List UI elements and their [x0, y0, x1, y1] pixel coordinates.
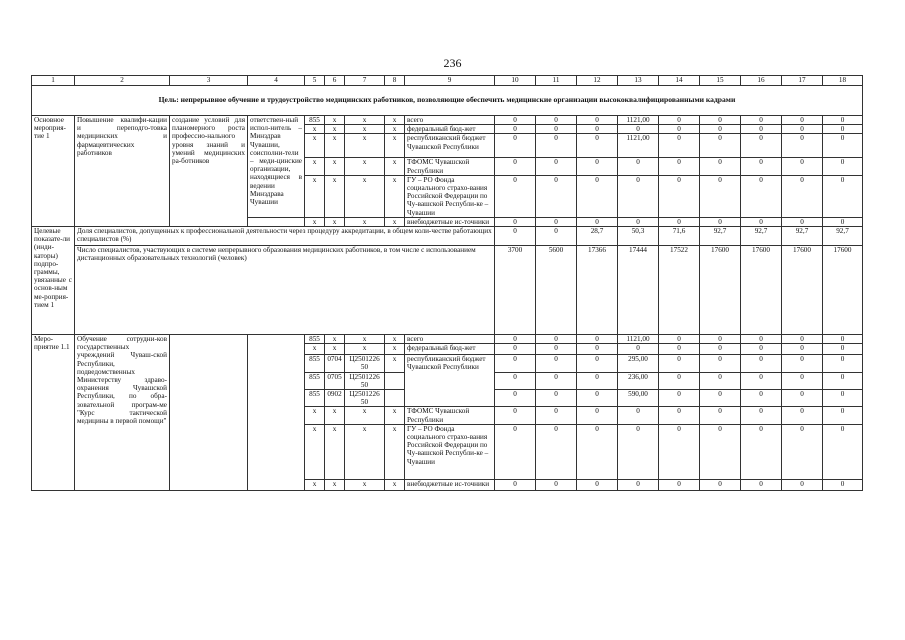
funding-source: ГУ – РО Фонда социального страхо-вания Российской Федерации по Чу-вашской Республи-ке – Чувашии	[405, 424, 495, 479]
year-value: 0	[659, 390, 700, 407]
year-value: 0	[823, 125, 863, 134]
table-body	[32, 76, 863, 491]
year-value: 0	[741, 134, 782, 158]
expense-type-cell: x	[385, 158, 405, 175]
year-value: 0	[495, 158, 536, 175]
target-article-cell: Ц2501226 50	[345, 372, 385, 389]
column-number: 5	[305, 76, 325, 86]
indicator-value: 17444	[618, 246, 659, 335]
column-number: 6	[325, 76, 345, 86]
year-value: 295,00	[618, 355, 659, 372]
empty-cell	[170, 335, 248, 491]
year-value: 0	[659, 479, 700, 490]
grbs-cell: 855	[305, 390, 325, 407]
year-value: 0	[536, 175, 577, 217]
year-value: 0	[536, 158, 577, 175]
empty-cell	[248, 217, 305, 226]
year-value: 0	[577, 125, 618, 134]
year-value: 0	[577, 372, 618, 389]
grbs-cell: x	[305, 344, 325, 355]
funding-source: внебюджетные ис-точники	[405, 217, 495, 226]
year-value: 0	[618, 217, 659, 226]
indicator-value: 92,7	[823, 227, 863, 246]
column-number: 9	[405, 76, 495, 86]
expense-type-cell: x	[385, 344, 405, 355]
section-cell: 0704	[325, 355, 345, 372]
year-value: 0	[741, 158, 782, 175]
indicator-value: 28,7	[577, 227, 618, 246]
year-value: 0	[823, 134, 863, 158]
expense-type-cell: x	[385, 134, 405, 158]
section-cell: x	[325, 344, 345, 355]
year-value: 0	[618, 424, 659, 479]
funding-source: федеральный бюд-жет	[405, 344, 495, 355]
grbs-cell: x	[305, 175, 325, 217]
indicator-value: 3700	[495, 246, 536, 335]
target-article-cell: x	[345, 125, 385, 134]
year-value: 0	[741, 479, 782, 490]
target-article-cell: x	[345, 424, 385, 479]
year-value: 0	[700, 407, 741, 424]
indicators-title: Целевые показате-ли (инди-каторы) подпро-граммы, увязанные с основ-ным ме-роприя-тием 1	[32, 227, 75, 335]
grbs-cell: x	[305, 134, 325, 158]
funding-source: внебюджетные ис-точники	[405, 479, 495, 490]
year-value: 0	[618, 407, 659, 424]
year-value: 0	[495, 125, 536, 134]
expense-type-cell: x	[385, 407, 405, 424]
funding-source: всего	[405, 335, 495, 344]
expense-type-cell: x	[385, 175, 405, 217]
year-value: 0	[577, 355, 618, 372]
year-value: 0	[536, 479, 577, 490]
year-value: 0	[741, 116, 782, 125]
year-value: 0	[659, 407, 700, 424]
column-number: 4	[248, 76, 305, 86]
year-value: 0	[741, 424, 782, 479]
year-value: 0	[700, 355, 741, 372]
indicator-value: 5600	[536, 246, 577, 335]
year-value: 0	[577, 134, 618, 158]
year-value: 0	[659, 372, 700, 389]
year-value: 0	[700, 372, 741, 389]
indicator-value: 0	[536, 227, 577, 246]
section-cell: x	[325, 424, 345, 479]
year-value: 0	[700, 116, 741, 125]
year-value: 0	[741, 355, 782, 372]
year-value: 0	[823, 116, 863, 125]
expense-type-cell	[385, 390, 405, 407]
year-value: 0	[823, 407, 863, 424]
year-value: 0	[700, 158, 741, 175]
target-article-cell: x	[345, 158, 385, 175]
expense-type-cell: x	[385, 335, 405, 344]
year-value: 0	[700, 424, 741, 479]
year-value: 0	[741, 217, 782, 226]
year-value: 0	[536, 217, 577, 226]
year-value: 0	[741, 390, 782, 407]
year-value: 0	[495, 372, 536, 389]
expense-type-cell: x	[385, 424, 405, 479]
event-title: Меро-приятие 1.1	[32, 335, 75, 491]
funding-source: федеральный бюд-жет	[405, 125, 495, 134]
section-cell: x	[325, 125, 345, 134]
event-responsible: ответствен-ный испол-нитель – Минздрав Чувашии, соисполни-тели – меди-цинские организации, находящиеся в ведении Минздрава Чувашии	[248, 116, 305, 218]
year-value: 0	[618, 344, 659, 355]
target-article-cell: Ц2501226 50	[345, 390, 385, 407]
year-value: 0	[700, 344, 741, 355]
year-value: 0	[700, 175, 741, 217]
year-value: 0	[823, 355, 863, 372]
year-value: 0	[700, 134, 741, 158]
indicator-text: Доля специалистов, допущенных к профессиональной деятельности через процедуру аккредитации, в общем коли-честве работающих специалистов (%)	[75, 227, 495, 246]
indicator-value: 92,7	[741, 227, 782, 246]
year-value: 0	[700, 390, 741, 407]
expense-type-cell: x	[385, 479, 405, 490]
event-name: Обучение сотрудни-ков государственных учреждений Чуваш-ской Республики, подведомственных Министерству здраво-охранения Чувашской Республики, по обра-зовательной програм-ме "Курс тактической медицины в первой помощи"	[75, 335, 170, 491]
year-value: 0	[659, 134, 700, 158]
year-value: 0	[495, 175, 536, 217]
year-value: 0	[495, 424, 536, 479]
indicator-text: Число специалистов, участвующих в системе непрерывного образования медицинских работников, в том числе с использованием дистанционных образовательных технологий (человек)	[75, 246, 495, 335]
year-value: 0	[577, 116, 618, 125]
year-value: 0	[782, 355, 823, 372]
year-value: 0	[782, 125, 823, 134]
indicator-value: 17366	[577, 246, 618, 335]
year-value: 0	[536, 125, 577, 134]
indicator-value: 0	[495, 227, 536, 246]
year-value: 0	[659, 158, 700, 175]
indicator-value: 17600	[823, 246, 863, 335]
target-article-cell: x	[345, 344, 385, 355]
year-value: 0	[782, 335, 823, 344]
year-value: 0	[700, 335, 741, 344]
year-value: 1121,00	[618, 335, 659, 344]
year-value: 236,00	[618, 372, 659, 389]
expense-type-cell: x	[385, 116, 405, 125]
column-number: 14	[659, 76, 700, 86]
year-value: 0	[618, 125, 659, 134]
year-value: 0	[577, 424, 618, 479]
page-number: 236	[443, 56, 462, 70]
year-value: 0	[823, 335, 863, 344]
expense-type-cell: x	[385, 125, 405, 134]
year-value: 0	[659, 116, 700, 125]
year-value: 1121,00	[618, 134, 659, 158]
section-cell: x	[325, 175, 345, 217]
year-value: 0	[659, 424, 700, 479]
year-value: 0	[782, 407, 823, 424]
year-value: 0	[536, 344, 577, 355]
indicator-value: 92,7	[700, 227, 741, 246]
year-value: 0	[618, 158, 659, 175]
event-title: Основное мероприя-тие 1	[32, 116, 75, 227]
section-cell: x	[325, 479, 345, 490]
year-value: 0	[782, 344, 823, 355]
empty-cell	[248, 335, 305, 491]
funding-source: ГУ – РО Фонда социального страхо-вания Российской Федерации по Чу-вашской Республи-ке – Чувашии	[405, 175, 495, 217]
year-value: 0	[823, 175, 863, 217]
expense-type-cell: x	[385, 355, 405, 372]
year-value: 0	[536, 424, 577, 479]
year-value: 0	[823, 372, 863, 389]
year-value: 0	[782, 217, 823, 226]
funding-source: ТФОМС Чувашской Республики	[405, 158, 495, 175]
funding-source: всего	[405, 116, 495, 125]
section-cell: x	[325, 158, 345, 175]
grbs-cell: 855	[305, 372, 325, 389]
year-value: 0	[659, 344, 700, 355]
year-value: 0	[741, 407, 782, 424]
indicator-value: 92,7	[782, 227, 823, 246]
year-value: 0	[782, 158, 823, 175]
expense-type-cell: x	[385, 217, 405, 226]
year-value: 0	[659, 217, 700, 226]
year-value: 0	[577, 175, 618, 217]
column-number: 3	[170, 76, 248, 86]
year-value: 1121,00	[618, 116, 659, 125]
year-value: 0	[700, 125, 741, 134]
year-value: 0	[536, 134, 577, 158]
year-value: 0	[741, 125, 782, 134]
grbs-cell: 855	[305, 116, 325, 125]
year-value: 0	[536, 407, 577, 424]
year-value: 0	[782, 175, 823, 217]
grbs-cell: x	[305, 125, 325, 134]
section-cell: x	[325, 407, 345, 424]
year-value: 0	[659, 175, 700, 217]
year-value: 0	[536, 372, 577, 389]
target-article-cell: x	[345, 407, 385, 424]
indicator-value: 71,6	[659, 227, 700, 246]
column-number: 2	[75, 76, 170, 86]
year-value: 0	[495, 134, 536, 158]
year-value: 0	[495, 344, 536, 355]
column-number: 13	[618, 76, 659, 86]
grbs-cell: 855	[305, 355, 325, 372]
indicator-value: 17522	[659, 246, 700, 335]
indicator-value: 50,3	[618, 227, 659, 246]
grbs-cell: x	[305, 158, 325, 175]
column-number: 16	[741, 76, 782, 86]
year-value: 0	[741, 335, 782, 344]
year-value: 0	[577, 390, 618, 407]
year-value: 0	[741, 175, 782, 217]
year-value: 0	[823, 217, 863, 226]
year-value: 0	[618, 479, 659, 490]
grbs-cell: 855	[305, 335, 325, 344]
year-value: 0	[495, 335, 536, 344]
indicator-value: 17600	[700, 246, 741, 335]
year-value: 0	[495, 217, 536, 226]
year-value: 0	[823, 344, 863, 355]
column-number: 10	[495, 76, 536, 86]
expense-type-cell	[385, 372, 405, 389]
target-article-cell: x	[345, 479, 385, 490]
year-value: 0	[823, 158, 863, 175]
target-article-cell: Ц2501226 50	[345, 355, 385, 372]
year-value: 0	[741, 344, 782, 355]
year-value: 0	[495, 407, 536, 424]
event-goal: создание условий для планомерного роста профессио-нального уровня знаний и умений медицинских ра-ботников	[170, 116, 248, 227]
year-value: 0	[823, 390, 863, 407]
year-value: 0	[618, 175, 659, 217]
year-value: 0	[495, 479, 536, 490]
year-value: 0	[659, 335, 700, 344]
year-value: 0	[823, 424, 863, 479]
year-value: 0	[700, 217, 741, 226]
year-value: 0	[782, 134, 823, 158]
target-article-cell: x	[345, 134, 385, 158]
year-value: 0	[536, 390, 577, 407]
column-number: 11	[536, 76, 577, 86]
section-cell: 0902	[325, 390, 345, 407]
year-value: 0	[577, 335, 618, 344]
goal-heading: Цель: непрерывное обучение и трудоустройство медицинских работников, позволяющие обеспечить медицинские организации высококвалифицированными кадрами	[32, 86, 863, 116]
year-value: 0	[536, 335, 577, 344]
year-value: 0	[659, 125, 700, 134]
funding-source: республиканский бюджет Чувашской Республики	[405, 134, 495, 158]
section-cell: x	[325, 335, 345, 344]
grbs-cell: x	[305, 407, 325, 424]
year-value: 0	[577, 158, 618, 175]
year-value: 0	[782, 479, 823, 490]
year-value: 0	[577, 217, 618, 226]
year-value: 0	[782, 116, 823, 125]
grbs-cell: x	[305, 217, 325, 226]
year-value: 0	[741, 372, 782, 389]
year-value: 0	[782, 390, 823, 407]
year-value: 0	[536, 116, 577, 125]
column-number: 1	[32, 76, 75, 86]
indicator-value: 17600	[741, 246, 782, 335]
year-value: 590,00	[618, 390, 659, 407]
column-number: 7	[345, 76, 385, 86]
grbs-cell: x	[305, 424, 325, 479]
funding-source: ТФОМС Чувашской Республики	[405, 407, 495, 424]
column-number: 12	[577, 76, 618, 86]
year-value: 0	[495, 355, 536, 372]
year-value: 0	[577, 344, 618, 355]
indicator-value: 17600	[782, 246, 823, 335]
event-name: Повышение квалифи-кации и переподго-товка медицинских и фармацевтических работников	[75, 116, 170, 227]
target-article-cell: x	[345, 335, 385, 344]
year-value: 0	[823, 479, 863, 490]
target-article-cell: x	[345, 175, 385, 217]
section-cell: 0705	[325, 372, 345, 389]
column-number: 15	[700, 76, 741, 86]
section-cell: x	[325, 217, 345, 226]
section-cell: x	[325, 134, 345, 158]
target-article-cell: x	[345, 116, 385, 125]
funding-source: республиканский бюджет Чувашской Республики	[405, 355, 495, 407]
year-value: 0	[782, 424, 823, 479]
column-number: 18	[823, 76, 863, 86]
section-cell: x	[325, 116, 345, 125]
budget-table	[31, 75, 863, 491]
column-number: 8	[385, 76, 405, 86]
year-value: 0	[536, 355, 577, 372]
year-value: 0	[577, 407, 618, 424]
year-value: 0	[495, 116, 536, 125]
year-value: 0	[577, 479, 618, 490]
grbs-cell: x	[305, 479, 325, 490]
year-value: 0	[700, 479, 741, 490]
year-value: 0	[659, 355, 700, 372]
year-value: 0	[782, 372, 823, 389]
year-value: 0	[495, 390, 536, 407]
target-article-cell: x	[345, 217, 385, 226]
column-number: 17	[782, 76, 823, 86]
